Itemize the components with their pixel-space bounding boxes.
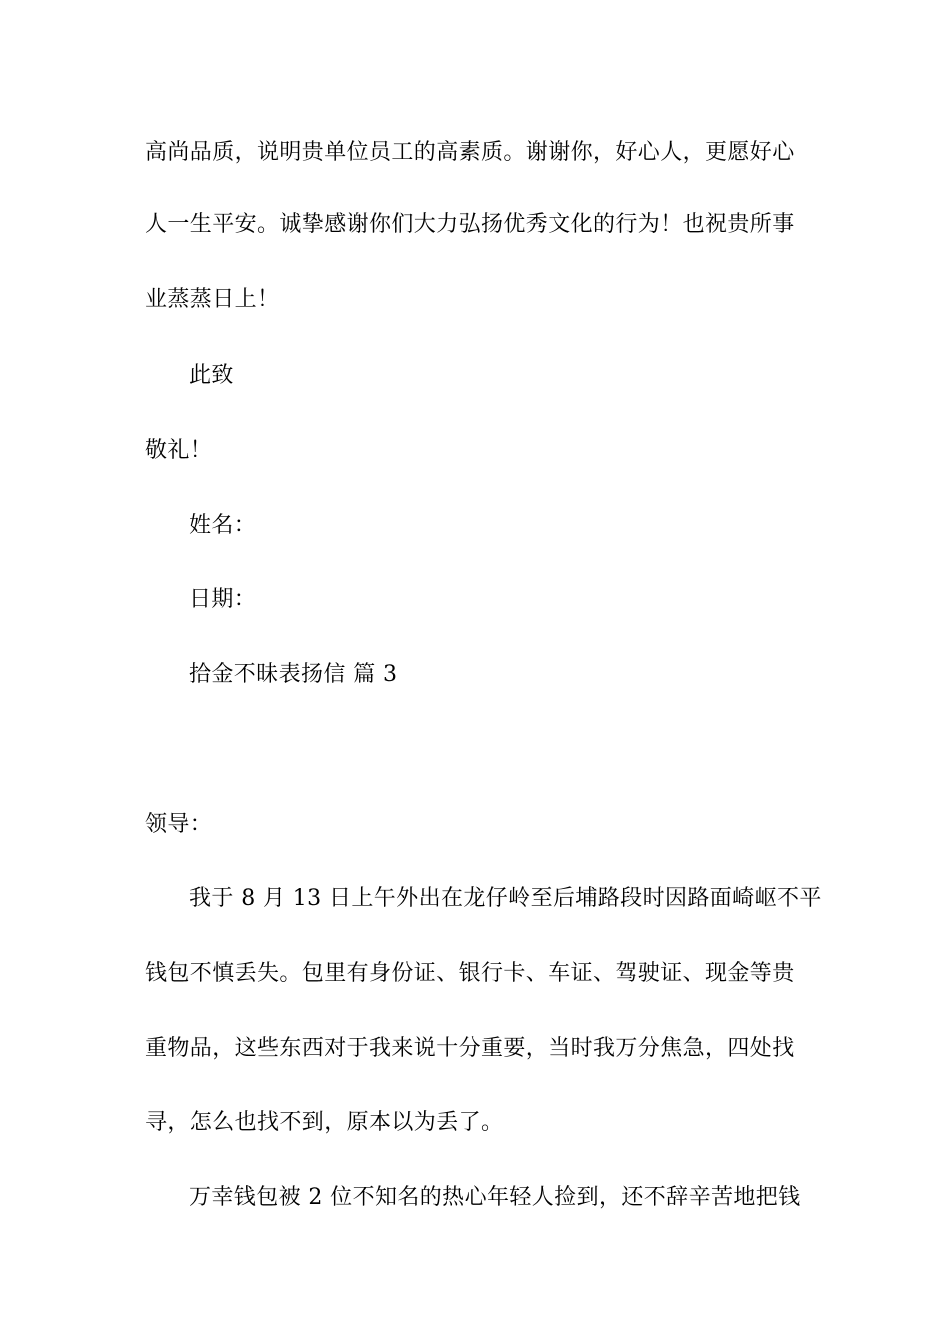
paragraph-line: 重物品，这些东西对于我来说十分重要，当时我万分焦急，四处找 [145,1036,795,1061]
signature-date-label: 日期： [189,587,257,612]
letter-greeting: 领导： [145,812,213,837]
closing-salutation: 此致 [189,363,234,388]
closing-regards: 敬礼！ [145,438,213,463]
section-title: 拾金不昧表扬信 篇 3 [189,662,398,687]
paragraph-line: 人一生平安。诚挚感谢你们大力弘扬优秀文化的行为！也祝贵所事 [145,212,795,237]
paragraph-line: 高尚品质，说明贵单位员工的高素质。谢谢你，好心人，更愿好心 [145,140,795,165]
paragraph-line: 我于 8 月 13 日上午外出在龙仔岭至后埔路段时因路面崎岖不平 [189,886,822,911]
paragraph-line: 寻，怎么也找不到，原本以为丢了。 [145,1110,504,1135]
paragraph-line: 业蒸蒸日上！ [145,287,280,312]
paragraph-line: 钱包不慎丢失。包里有身份证、银行卡、车证、驾驶证、现金等贵 [145,961,795,986]
paragraph-line: 万幸钱包被 2 位不知名的热心年轻人捡到，还不辞辛苦地把钱 [189,1185,801,1210]
signature-name-label: 姓名： [189,513,257,538]
